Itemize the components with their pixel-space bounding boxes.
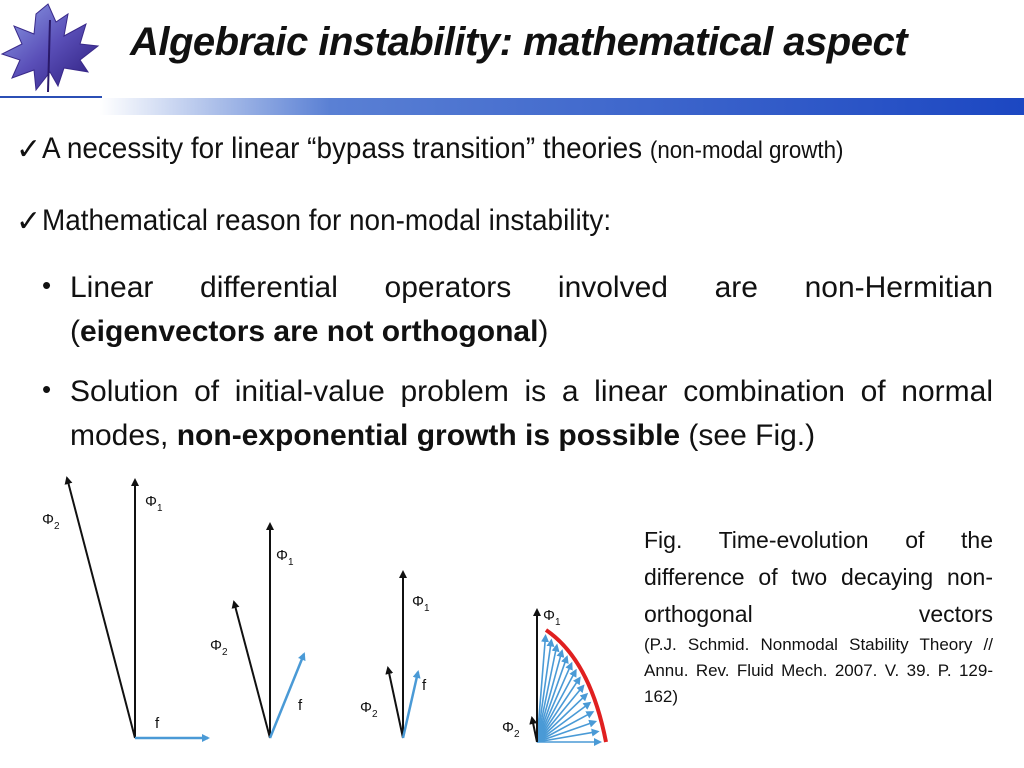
panel-4 — [502, 607, 606, 742]
bullet-1-post: ) — [538, 315, 549, 348]
checklist-item-2: Mathematical reason for non-modal instability: — [42, 204, 612, 237]
phi1-label: $\Phi_1$ — [145, 493, 163, 514]
bullet-item-2 — [70, 370, 993, 458]
panel-3 — [360, 572, 430, 738]
bullet-2-post: (see Fig.) — [680, 419, 816, 452]
figure-caption: Fig. Time-evolution of the difference of two decaying non-orthogonal vectors — [644, 527, 993, 627]
checkmark-icon: ✓ — [16, 133, 42, 166]
checkmark-icon: ✓ — [16, 205, 42, 238]
phi2-label: $\Phi_2$ — [210, 637, 228, 658]
maple-leaf-logo — [0, 0, 102, 98]
panel-1 — [42, 478, 208, 738]
bullet-icon: • — [42, 374, 52, 404]
bullet-1-pre: Linear differential operators involved are non-Hermitian ( — [70, 271, 993, 348]
f-label: f — [422, 677, 427, 694]
vector-evolution-figure — [0, 460, 640, 760]
phi2-label: $\Phi_2$ — [502, 719, 520, 740]
bullet-1-bold: eigenvectors are not orthogonal — [80, 315, 539, 348]
phi1-label: $\Phi_1$ — [276, 547, 294, 568]
checklist-item-1-text: A necessity for linear “bypass transition” theories — [42, 132, 643, 165]
bullet-2-pre: Solution of initial-value problem is a linear combination of normal modes, — [70, 375, 993, 452]
phi2-label: $\Phi_2$ — [360, 699, 378, 720]
panel-2 — [210, 524, 304, 738]
slide-title: Algebraic instability: mathematical aspect — [130, 20, 908, 64]
bullet-2-bold: non-exponential growth is possible — [176, 419, 681, 452]
phi2-label: $\Phi_2$ — [42, 511, 60, 532]
phi1-label: $\Phi_1$ — [543, 607, 561, 628]
phi1-label: $\Phi_1$ — [412, 593, 430, 614]
bullet-icon: • — [42, 270, 52, 300]
checklist-item-1 — [42, 132, 843, 166]
bullet-item-1 — [70, 266, 993, 354]
checklist-item-1-note: (non-modal growth) — [649, 137, 844, 164]
f-label: f — [155, 715, 160, 732]
f-label: f — [298, 697, 303, 714]
header-bar — [0, 98, 1024, 115]
figure-reference: (P.J. Schmid. Nonmodal Stability Theory // Annu. Rev. Fluid Mech. 2007. V. 39. P. 129-162) — [644, 635, 993, 706]
